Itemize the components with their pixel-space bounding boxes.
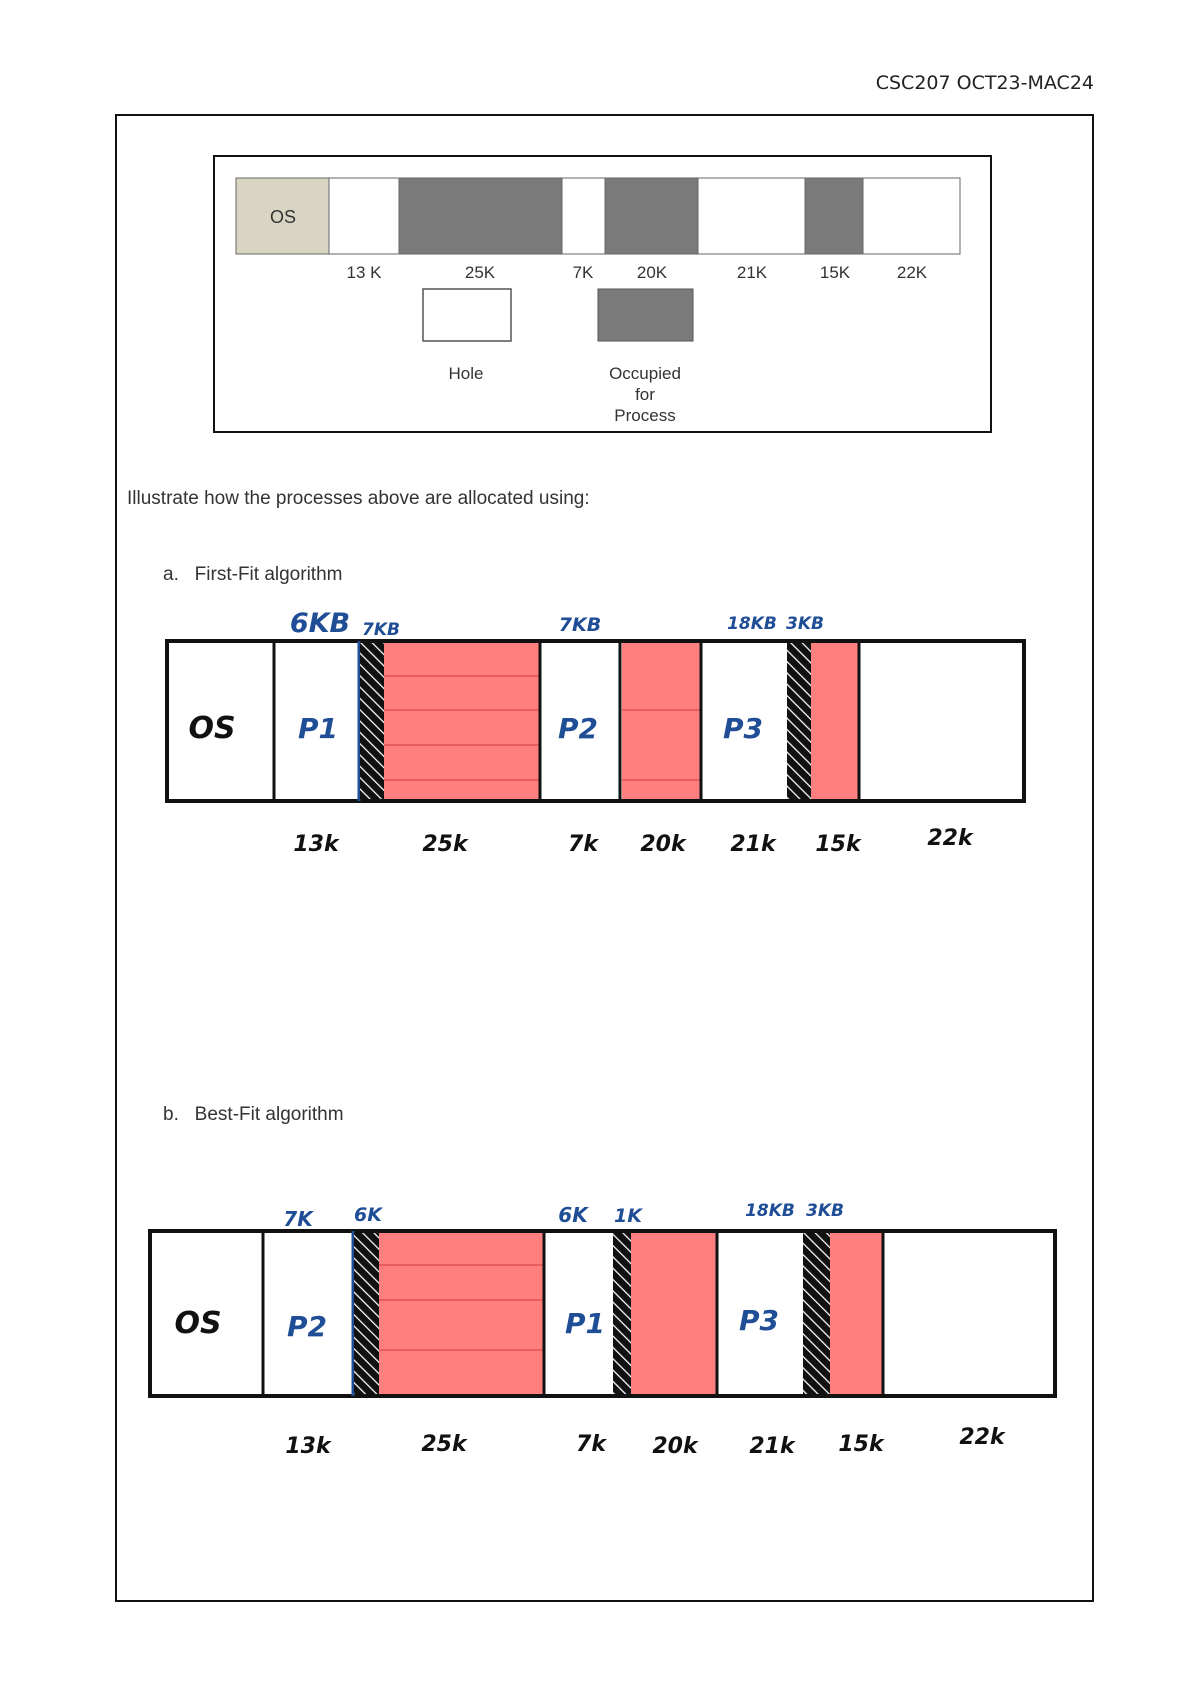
figure-memory-bar (236, 178, 960, 254)
bf-note: 1K (614, 1205, 642, 1227)
figure-hole-7k (562, 178, 605, 254)
figure-os-label: OS (269, 207, 297, 227)
figure-hole-21k (698, 178, 805, 254)
bf-note: 6K (558, 1203, 588, 1227)
bf-process-label: P1 (564, 1307, 606, 1340)
figure-size-label: 7K (572, 263, 594, 282)
occupied-block-15k (811, 643, 859, 799)
figure-hole-22k (863, 178, 960, 254)
ff-size-label: 13k (293, 832, 339, 857)
ff-process-label: P3 (722, 712, 764, 745)
figure-size-label: 20K (636, 263, 668, 282)
ff-size-label: 20k (640, 832, 686, 857)
occupied-block-15k (830, 1233, 883, 1394)
ff-note: 18KB (727, 614, 777, 634)
hatched-fragment (354, 1233, 379, 1394)
occupied-block-20k (631, 1233, 717, 1394)
figure-size-label: 13 K (346, 263, 382, 282)
bf-size-label: 25k (421, 1432, 467, 1457)
hatched-fragment (787, 643, 811, 799)
ff-note: 7KB (362, 620, 400, 640)
ff-process-label: P1 (297, 712, 339, 745)
ff-size-label: 21k (730, 832, 776, 857)
ff-size-label: 22k (927, 826, 973, 851)
bf-size-label: 13k (285, 1434, 331, 1459)
bf-note: 6K (354, 1204, 382, 1226)
occupied-block-25k (379, 1233, 544, 1394)
legend-occupied-swatch (598, 289, 693, 341)
figure-size-label: 25K (464, 263, 496, 282)
figure-size-label: 22K (896, 263, 928, 282)
figure-occupied-25k (399, 178, 562, 254)
bf-os-label: OS (174, 1306, 222, 1341)
hatched-fragment (613, 1233, 631, 1394)
ff-os-label: OS (188, 711, 236, 746)
figure-hole-13k (329, 178, 399, 254)
course-code: CSC207 OCT23-MAC24 (875, 72, 1094, 94)
legend-occupied-label: Occupied (609, 364, 681, 383)
ff-note: 6KB (289, 608, 351, 639)
ff-process-label: P2 (557, 712, 599, 745)
bf-size-label: 21k (749, 1434, 795, 1459)
bf-process-label: P2 (286, 1310, 328, 1343)
occupied-block-20k (622, 643, 700, 799)
figure-occupied-20k (605, 178, 698, 254)
legend-hole-label: Hole (448, 364, 484, 383)
legend-occupied-label: for (635, 385, 655, 404)
best-fit-heading: b. Best-Fit algorithm (163, 1104, 344, 1125)
bf-size-label: 15k (838, 1432, 884, 1457)
bf-note: 7K (283, 1207, 313, 1231)
figure-size-label: 15K (819, 263, 851, 282)
bf-process-label: P3 (738, 1304, 780, 1337)
instruction-text: Illustrate how the processes above are allocated using: (127, 488, 590, 509)
first-fit-heading: a. First-Fit algorithm (163, 564, 343, 585)
ff-size-label: 15k (815, 832, 861, 857)
bf-size-label: 20k (652, 1434, 698, 1459)
ff-note: 7KB (558, 614, 602, 636)
bf-note: 3KB (806, 1201, 844, 1221)
hatched-fragment (803, 1233, 830, 1394)
bf-size-label: 7k (576, 1432, 606, 1457)
bf-note: 18KB (745, 1201, 795, 1221)
hatched-fragment (360, 643, 384, 799)
figure-occupied-15k (805, 178, 863, 254)
ff-size-label: 7k (568, 832, 598, 857)
figure-size-label: 21K (736, 263, 768, 282)
legend-occupied-label: Process (614, 406, 676, 425)
occupied-block-25k (384, 643, 540, 799)
legend-hole-swatch (423, 289, 511, 341)
bf-size-label: 22k (959, 1425, 1005, 1450)
ff-note: 3KB (786, 614, 824, 634)
ff-size-label: 25k (422, 832, 468, 857)
